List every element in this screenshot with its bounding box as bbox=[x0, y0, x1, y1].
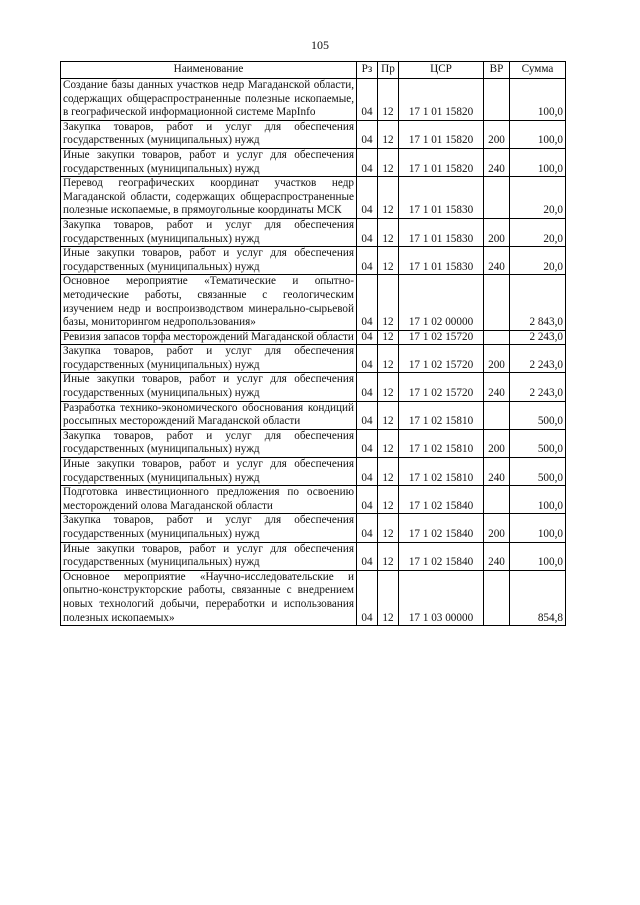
row-vr bbox=[484, 330, 510, 345]
row-rz: 04 bbox=[357, 120, 378, 148]
row-vr: 240 bbox=[484, 247, 510, 275]
row-name: Закупка товаров, работ и услуг для обеспечения государственных (муниципальных) нужд bbox=[61, 218, 357, 246]
row-pr: 12 bbox=[378, 514, 399, 542]
table-row bbox=[61, 120, 566, 148]
row-pr: 12 bbox=[378, 275, 399, 330]
row-rz: 04 bbox=[357, 373, 378, 401]
row-sum: 20,0 bbox=[510, 218, 566, 246]
row-csr: 17 1 02 00000 bbox=[399, 275, 484, 330]
row-sum: 100,0 bbox=[510, 120, 566, 148]
row-rz: 04 bbox=[357, 486, 378, 514]
row-name: Создание базы данных участков недр Магаданской области, содержащих общераспространенные полезные ископаемые, в географической информационной системе MapInfo bbox=[61, 79, 357, 121]
budget-table bbox=[60, 61, 566, 626]
table-row bbox=[61, 514, 566, 542]
row-rz: 04 bbox=[357, 247, 378, 275]
row-csr: 17 1 02 15810 bbox=[399, 458, 484, 486]
table-row bbox=[61, 177, 566, 219]
row-sum: 854,8 bbox=[510, 570, 566, 625]
row-name: Ревизия запасов торфа месторождений Магаданской области bbox=[61, 330, 357, 345]
row-pr: 12 bbox=[378, 542, 399, 570]
row-sum: 100,0 bbox=[510, 542, 566, 570]
row-name: Иные закупки товаров, работ и услуг для обеспечения государственных (муниципальных) нужд bbox=[61, 247, 357, 275]
row-pr: 12 bbox=[378, 177, 399, 219]
row-pr: 12 bbox=[378, 148, 399, 176]
row-vr bbox=[484, 486, 510, 514]
row-csr: 17 1 01 15830 bbox=[399, 247, 484, 275]
row-rz: 04 bbox=[357, 542, 378, 570]
header-sum: Сумма bbox=[510, 62, 566, 79]
table-row bbox=[61, 542, 566, 570]
row-csr: 17 1 01 15830 bbox=[399, 218, 484, 246]
row-rz: 04 bbox=[357, 514, 378, 542]
row-vr: 240 bbox=[484, 373, 510, 401]
row-name: Иные закупки товаров, работ и услуг для обеспечения государственных (муниципальных) нужд bbox=[61, 542, 357, 570]
row-vr: 240 bbox=[484, 542, 510, 570]
row-name: Иные закупки товаров, работ и услуг для обеспечения государственных (муниципальных) нужд bbox=[61, 148, 357, 176]
row-pr: 12 bbox=[378, 79, 399, 121]
row-rz: 04 bbox=[357, 148, 378, 176]
table-row bbox=[61, 218, 566, 246]
row-pr: 12 bbox=[378, 330, 399, 345]
row-vr bbox=[484, 177, 510, 219]
table-row bbox=[61, 275, 566, 330]
row-rz: 04 bbox=[357, 218, 378, 246]
table-row bbox=[61, 79, 566, 121]
header-csr: ЦСР bbox=[399, 62, 484, 79]
row-pr: 12 bbox=[378, 486, 399, 514]
row-pr: 12 bbox=[378, 218, 399, 246]
row-sum: 20,0 bbox=[510, 247, 566, 275]
row-csr: 17 1 01 15820 bbox=[399, 120, 484, 148]
row-csr: 17 1 01 15820 bbox=[399, 148, 484, 176]
header-name: Наименование bbox=[61, 62, 357, 79]
row-name: Перевод географических координат участков недр Магаданской области, содержащих общераспространенные полезные ископаемые, в прямоугольные координаты МСК bbox=[61, 177, 357, 219]
header-vr: ВР bbox=[484, 62, 510, 79]
row-sum: 100,0 bbox=[510, 148, 566, 176]
row-name: Разработка технико-экономического обоснования кондиций россыпных месторождений Магаданской области bbox=[61, 401, 357, 429]
row-rz: 04 bbox=[357, 330, 378, 345]
row-pr: 12 bbox=[378, 429, 399, 457]
table-row bbox=[61, 148, 566, 176]
row-sum: 500,0 bbox=[510, 429, 566, 457]
table-row bbox=[61, 486, 566, 514]
row-rz: 04 bbox=[357, 177, 378, 219]
table-header-row bbox=[61, 62, 566, 79]
row-pr: 12 bbox=[378, 345, 399, 373]
row-sum: 500,0 bbox=[510, 401, 566, 429]
row-vr: 200 bbox=[484, 218, 510, 246]
row-name: Иные закупки товаров, работ и услуг для обеспечения государственных (муниципальных) нужд bbox=[61, 458, 357, 486]
row-name: Иные закупки товаров, работ и услуг для обеспечения государственных (муниципальных) нужд bbox=[61, 373, 357, 401]
row-name: Основное мероприятие «Научно-исследовательские и опытно-конструкторские работы, связанные с внедрением новых технологий добычи, переработки и использования полезных ископаемых» bbox=[61, 570, 357, 625]
page-number: 105 bbox=[311, 38, 329, 52]
header-pr: Пр bbox=[378, 62, 399, 79]
row-csr: 17 1 03 00000 bbox=[399, 570, 484, 625]
row-csr: 17 1 02 15840 bbox=[399, 542, 484, 570]
row-rz: 04 bbox=[357, 429, 378, 457]
row-vr: 240 bbox=[484, 148, 510, 176]
row-pr: 12 bbox=[378, 120, 399, 148]
row-sum: 100,0 bbox=[510, 486, 566, 514]
row-vr bbox=[484, 401, 510, 429]
row-csr: 17 1 02 15720 bbox=[399, 373, 484, 401]
row-rz: 04 bbox=[357, 401, 378, 429]
row-pr: 12 bbox=[378, 401, 399, 429]
table-body bbox=[61, 79, 566, 626]
row-csr: 17 1 02 15840 bbox=[399, 486, 484, 514]
table-row bbox=[61, 429, 566, 457]
row-vr: 200 bbox=[484, 120, 510, 148]
table-row bbox=[61, 247, 566, 275]
row-csr: 17 1 01 15820 bbox=[399, 79, 484, 121]
row-pr: 12 bbox=[378, 570, 399, 625]
row-sum: 100,0 bbox=[510, 79, 566, 121]
row-vr: 200 bbox=[484, 514, 510, 542]
row-vr bbox=[484, 275, 510, 330]
table-row bbox=[61, 458, 566, 486]
table-row bbox=[61, 373, 566, 401]
row-csr: 17 1 02 15810 bbox=[399, 429, 484, 457]
row-sum: 100,0 bbox=[510, 514, 566, 542]
row-name: Закупка товаров, работ и услуг для обеспечения государственных (муниципальных) нужд bbox=[61, 120, 357, 148]
row-name: Закупка товаров, работ и услуг для обеспечения государственных (муниципальных) нужд bbox=[61, 514, 357, 542]
row-rz: 04 bbox=[357, 79, 378, 121]
row-csr: 17 1 01 15830 bbox=[399, 177, 484, 219]
row-pr: 12 bbox=[378, 458, 399, 486]
row-name: Закупка товаров, работ и услуг для обеспечения государственных (муниципальных) нужд bbox=[61, 345, 357, 373]
row-pr: 12 bbox=[378, 373, 399, 401]
row-csr: 17 1 02 15840 bbox=[399, 514, 484, 542]
row-rz: 04 bbox=[357, 275, 378, 330]
row-sum: 2 243,0 bbox=[510, 373, 566, 401]
row-sum: 500,0 bbox=[510, 458, 566, 486]
row-vr: 200 bbox=[484, 429, 510, 457]
row-rz: 04 bbox=[357, 570, 378, 625]
row-csr: 17 1 02 15720 bbox=[399, 345, 484, 373]
table-row bbox=[61, 401, 566, 429]
row-sum: 2 243,0 bbox=[510, 345, 566, 373]
table-row bbox=[61, 330, 566, 345]
row-sum: 2 843,0 bbox=[510, 275, 566, 330]
row-csr: 17 1 02 15810 bbox=[399, 401, 484, 429]
row-vr bbox=[484, 79, 510, 121]
row-csr: 17 1 02 15720 bbox=[399, 330, 484, 345]
row-sum: 2 243,0 bbox=[510, 330, 566, 345]
row-pr: 12 bbox=[378, 247, 399, 275]
row-name: Закупка товаров, работ и услуг для обеспечения государственных (муниципальных) нужд bbox=[61, 429, 357, 457]
row-vr: 200 bbox=[484, 345, 510, 373]
row-sum: 20,0 bbox=[510, 177, 566, 219]
row-rz: 04 bbox=[357, 458, 378, 486]
table-row bbox=[61, 570, 566, 625]
row-name: Основное мероприятие «Тематические и опытно-методические работы, связанные с геологическим изучением недр и воспроизводством минерально-сырьевой базы, мониторингом недропользования» bbox=[61, 275, 357, 330]
row-vr: 240 bbox=[484, 458, 510, 486]
row-rz: 04 bbox=[357, 345, 378, 373]
table-row bbox=[61, 345, 566, 373]
header-rz: Рз bbox=[357, 62, 378, 79]
row-name: Подготовка инвестиционного предложения по освоению месторождений олова Магаданской области bbox=[61, 486, 357, 514]
row-vr bbox=[484, 570, 510, 625]
